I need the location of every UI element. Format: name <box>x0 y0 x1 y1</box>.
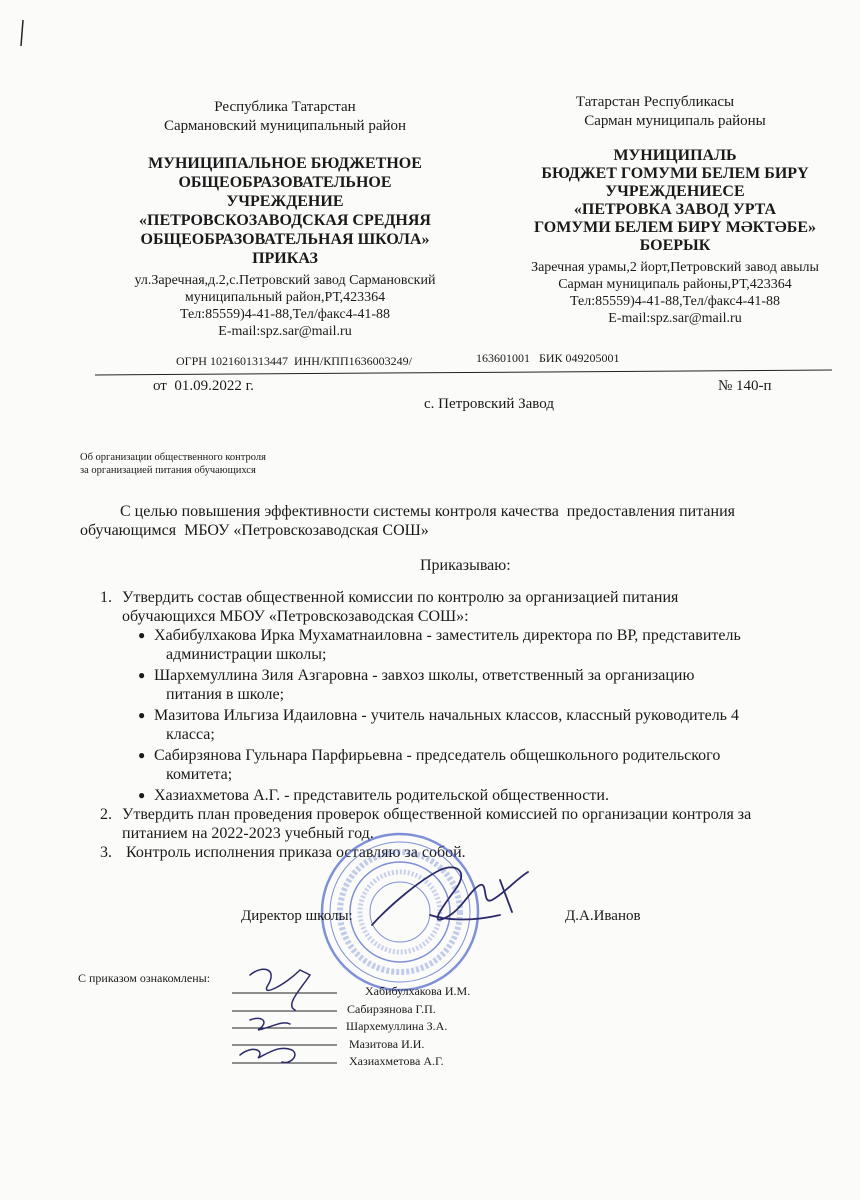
right-header <box>505 93 845 327</box>
member-text: Хабибулхакова Ирка Мухаматнаиловна - заместитель директора по ВР, представитель <box>154 627 741 644</box>
acquainted-name: Хазиахметова А.Г. <box>349 1054 444 1068</box>
order-word: Приказываю: <box>420 557 511 574</box>
member-item <box>122 706 820 744</box>
item-text: Утвердить состав общественной комиссии по контролю за организацией питания <box>122 589 679 606</box>
acquainted-name: Хабибулхакова И.М. <box>365 984 471 998</box>
left-phone: Тел:85559)4-41-88,Тел/факс4-41-88 <box>180 307 390 322</box>
right-phone: Тел:85559)4-41-88,Тел/факс4-41-88 <box>570 294 780 309</box>
bullet-icon: ● <box>138 628 146 642</box>
order-item <box>100 843 820 862</box>
left-org-line: МУНИЦИПАЛЬНОЕ БЮДЖЕТНОЕ <box>148 155 422 172</box>
order-items <box>100 588 820 862</box>
acquainted-label: С приказом ознакомлены: <box>78 971 211 985</box>
member-text: администрации школы; <box>166 646 327 663</box>
right-district: Сарман муниципаль районы <box>584 113 766 129</box>
item-text: обучающихся МБОУ «Петровскозаводская СОШ»: <box>122 608 469 625</box>
intro-line: обучающимся МБОУ «Петровскозаводская СОШ» <box>80 522 429 539</box>
member-item <box>122 626 820 664</box>
order-item <box>100 588 820 626</box>
intro-line: С целью повышения эффективности системы контроля качества предоставления питания <box>120 503 735 520</box>
item-number: 2. <box>100 806 112 823</box>
subject-line: Об организации общественного контроля <box>80 452 266 463</box>
member-text: комитета; <box>166 766 233 783</box>
left-org-line: ОБЩЕОБРАЗОВАТЕЛЬНОЕ <box>178 174 392 191</box>
order-place: с. Петровский Завод <box>424 396 554 412</box>
order-item <box>100 805 820 843</box>
left-org-line: УЧРЕЖДЕНИЕ <box>226 193 344 210</box>
member-item <box>122 786 820 805</box>
right-org-line: ГОМУМИ БЕЛЕМ БИРҮ МӘКТӘБЕ» <box>534 219 816 236</box>
item-number: 1. <box>100 589 112 606</box>
item-text: Контроль исполнения приказа оставляю за собой. <box>122 844 466 861</box>
left-district: Сармановский муниципальный район <box>163 118 407 134</box>
right-org-line: «ПЕТРОВКА ЗАВОД УРТА <box>573 201 777 218</box>
item-number: 3. <box>100 844 112 861</box>
right-doc-type: БОЕРЫК <box>639 237 711 254</box>
member-text: Мазитова Ильгиза Идаиловна - учитель начальных классов, классный руководитель 4 <box>154 707 739 724</box>
order-subject <box>80 451 266 477</box>
left-republic: Республика Татарстан <box>214 99 356 115</box>
order-date: от 01.09.2022 г. <box>153 378 254 394</box>
acquainted-name: Сабирзянова Г.П. <box>347 1001 436 1016</box>
bullet-icon: ● <box>138 788 146 802</box>
member-text: Хазиахметова А.Г. - представитель родительской общественности. <box>154 787 609 804</box>
member-text: питания в школе; <box>166 686 285 703</box>
registry-kpp-bik: 163601001 БИК 049205001 <box>476 351 620 365</box>
left-address: муниципальный район,РТ,423364 <box>184 290 386 305</box>
bullet-icon: ● <box>138 668 146 682</box>
right-org-line: МУНИЦИПАЛЬ <box>613 147 737 164</box>
left-header <box>105 98 465 340</box>
item-text: Утвердить план проведения проверок общественной комиссией по организации контроля за <box>122 806 752 823</box>
bullet-icon: ● <box>138 748 146 762</box>
member-text: Шархемуллина Зиля Азгаровна - завхоз школы, ответственный за организацию <box>154 667 695 684</box>
member-list <box>122 626 820 805</box>
director-title: Директор школы: <box>241 908 353 924</box>
registry-ogrn: ОГРН 1021601313447 ИНН/КПП1636003249/ <box>176 354 412 368</box>
member-item <box>122 746 820 784</box>
right-address: Сарман муниципаль районы,РТ,423364 <box>558 277 792 292</box>
right-org-line: УЧРЕЖДЕНИЕСЕ <box>605 183 745 200</box>
member-text: Сабирзянова Гульнара Парфирьевна - председатель общешкольного родительского <box>154 747 721 764</box>
director-name: Д.А.Иванов <box>565 908 641 924</box>
left-email: E-mail:spz.sar@mail.ru <box>218 324 352 339</box>
left-address: ул.Заречная,д.2,с.Петровский завод Сармановский <box>134 273 436 288</box>
left-org-line: «ПЕТРОВСКОЗАВОДСКАЯ СРЕДНЯЯ <box>139 212 431 229</box>
acquainted-name: Шархемуллина З.А. <box>346 1019 448 1033</box>
bullet-icon: ● <box>138 708 146 722</box>
right-address: Заречная урамы,2 йорт,Петровский завод авылы <box>531 260 819 275</box>
right-email: E-mail:spz.sar@mail.ru <box>608 311 742 326</box>
acquainted-names <box>343 983 470 1071</box>
member-text: класса; <box>166 726 215 743</box>
right-republic: Татарстан Республикасы <box>575 94 735 110</box>
member-item <box>122 666 820 704</box>
acquainted-name: Мазитова И.И. <box>349 1036 425 1051</box>
right-org-line: БЮДЖЕТ ГОМУМИ БЕЛЕМ БИРҮ <box>541 165 809 182</box>
order-body <box>80 502 820 862</box>
left-doc-type: ПРИКАЗ <box>252 250 318 267</box>
order-number: № 140-п <box>718 378 772 394</box>
left-org-line: ОБЩЕОБРАЗОВАТЕЛЬНАЯ ШКОЛА» <box>140 231 430 248</box>
item-text: питанием на 2022-2023 учебный год. <box>122 825 374 842</box>
subject-line: за организацией питания обучающихся <box>80 465 256 476</box>
